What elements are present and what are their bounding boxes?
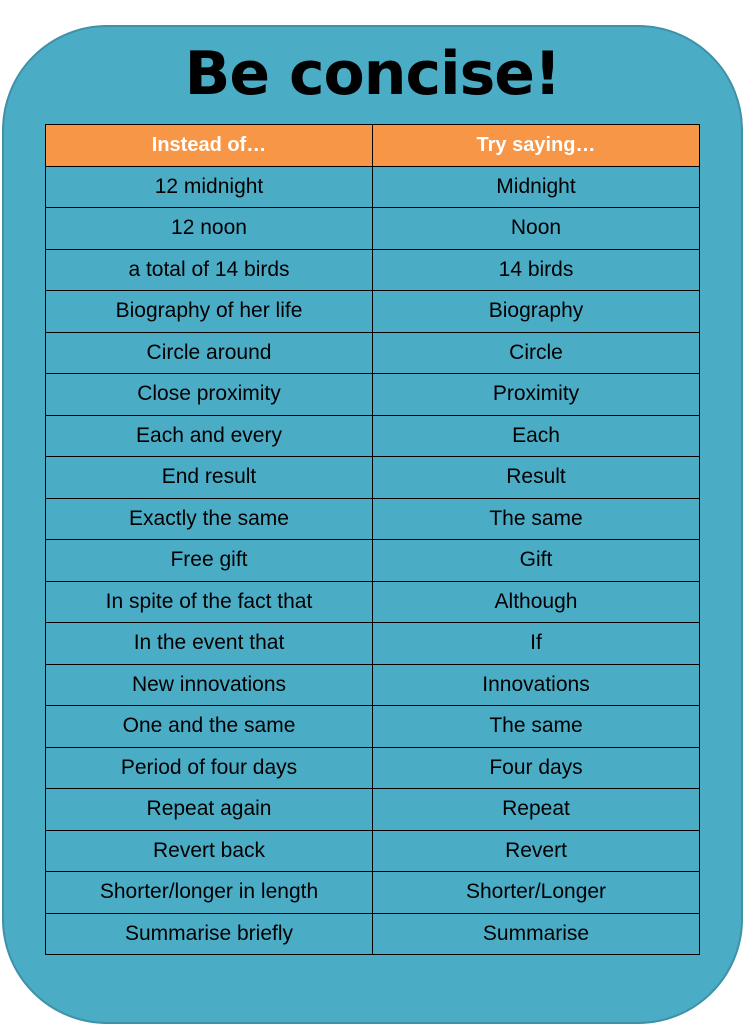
instead-of-cell: In spite of the fact that [46,581,373,623]
table-row [46,830,700,872]
header-instead-of: Instead of… [46,125,373,167]
instead-of-cell: Summarise briefly [46,913,373,955]
table-row [46,913,700,955]
try-saying-cell: 14 birds [373,249,700,291]
header-try-saying: Try saying… [373,125,700,167]
instead-of-cell: 12 midnight [46,166,373,208]
table-row [46,664,700,706]
try-saying-cell: If [373,623,700,665]
table-row [46,747,700,789]
instead-of-cell: Biography of her life [46,291,373,333]
try-saying-cell: Each [373,415,700,457]
instead-of-cell: Period of four days [46,747,373,789]
page-title: Be concise! [184,39,561,109]
instead-of-cell: Repeat again [46,789,373,831]
try-saying-cell: Gift [373,540,700,582]
try-saying-cell: Noon [373,208,700,250]
try-saying-cell: Four days [373,747,700,789]
table-row [46,872,700,914]
table-row [46,249,700,291]
instead-of-cell: Circle around [46,332,373,374]
table-row [46,208,700,250]
try-saying-cell: Although [373,581,700,623]
instead-of-cell: Close proximity [46,374,373,416]
instead-of-cell: Exactly the same [46,498,373,540]
try-saying-cell: Shorter/Longer [373,872,700,914]
table-row [46,498,700,540]
table-row [46,540,700,582]
instead-of-cell: Free gift [46,540,373,582]
instead-of-cell: New innovations [46,664,373,706]
try-saying-cell: Result [373,457,700,499]
instead-of-cell: 12 noon [46,208,373,250]
try-saying-cell: Summarise [373,913,700,955]
instead-of-cell: One and the same [46,706,373,748]
phrase-table [45,124,700,955]
table-row [46,623,700,665]
table-row [46,581,700,623]
instead-of-cell: Revert back [46,830,373,872]
instead-of-cell: In the event that [46,623,373,665]
try-saying-cell: Revert [373,830,700,872]
try-saying-cell: Midnight [373,166,700,208]
instead-of-cell: a total of 14 birds [46,249,373,291]
try-saying-cell: The same [373,706,700,748]
try-saying-cell: Biography [373,291,700,333]
table-row [46,457,700,499]
table-header-row [46,125,700,167]
table-row [46,789,700,831]
table-row [46,415,700,457]
table-row [46,291,700,333]
try-saying-cell: Innovations [373,664,700,706]
table-row [46,374,700,416]
table-row [46,332,700,374]
instead-of-cell: End result [46,457,373,499]
instead-of-cell: Shorter/longer in length [46,872,373,914]
try-saying-cell: The same [373,498,700,540]
instead-of-cell: Each and every [46,415,373,457]
table-row [46,166,700,208]
try-saying-cell: Circle [373,332,700,374]
try-saying-cell: Proximity [373,374,700,416]
table-row [46,706,700,748]
try-saying-cell: Repeat [373,789,700,831]
